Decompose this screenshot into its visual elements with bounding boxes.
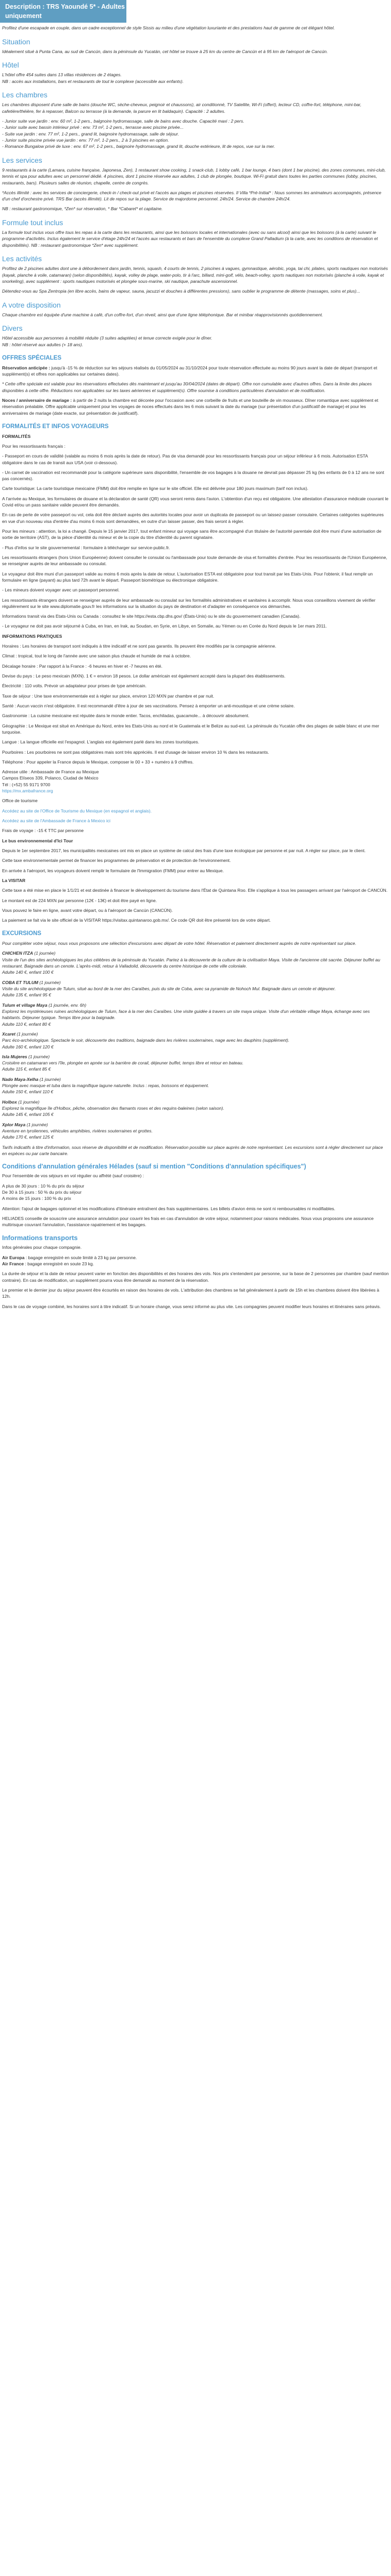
excursions-intro: Pour compléter votre séjour, nous vous proposons une sélection d'excursions avec départ de votre hôtel. Réservation et paiement directement auprès de notre représentant sur place. xyxy=(2,941,356,946)
transport-item xyxy=(2,1261,389,1267)
excursion-text: Parc éco-archéologique. Spectacle le soir, découverte des traditions, baignade dans les rivières souterraines, nage avec les dauphins (supplément). Adulte 160 €, enfant 120 € xyxy=(2,1038,290,1049)
excursion-duration: (1 journée) xyxy=(26,1122,48,1127)
section-title-offres: OFFRES SPÉCIALES xyxy=(2,355,62,362)
section-title-chambres: Les chambres xyxy=(2,91,47,99)
excursion-name: Holbox xyxy=(2,1099,17,1105)
infos-item: Devise du pays : Le peso mexicain (MXN). 1 € = environ 18 pesos. Le dollar américain est également accepté dans la plupart des établissements. xyxy=(2,673,286,679)
offre-label-anticipee: Réservation anticipée : xyxy=(2,365,51,370)
offre-noces xyxy=(2,397,389,416)
formalites-item: - Le voyageur ne doit pas avoir séjourné à Cuba, en Iran, en Irak, au Soudan, en Syrie, en Libye, en Somalie, au Yémen ou en Corée du Nord depuis le 1er mars 2011. xyxy=(2,623,327,629)
excursion-text: Plongée avec masque et tuba dans la magnifique lagune naturelle. Inclus : repas, boissons et équipement. Adulte 150 €, enfant 110 € xyxy=(2,1083,209,1095)
excursion-duration: (1 journée) xyxy=(34,951,56,956)
offre-text-anticipee: jusqu'à -15 % de réduction sur les séjours réalisés du 01/05/2024 au 31/10/2024 pour toute réservation effectuée au moins 90 jours avant la date de départ (transport et supplément(s) et offres non applicables sur certaines dates). xyxy=(2,365,378,377)
infos-item: Office de tourisme xyxy=(2,798,38,804)
services-text-3: NB : restaurant gastronomique, *Zen* sur réservation, * Bar *Cabaret* et capitaine. xyxy=(2,206,163,212)
infos-item: Campos Elíseos 339, Polanco, Ciudad de México xyxy=(2,775,99,781)
visitar-item: Le montant est de 224 MXN par personne (12€ - 13€) et doit être payé en ligne. xyxy=(2,897,157,903)
hotel-text: L'hôtel offre 454 suites dans 13 villas résidences de 2 étages. NB : accès aux installations, bars et restaurants de tout le complexe (accessible aux enfants). xyxy=(2,72,184,84)
infos-item: Téléphone : Pour appeler la France depuis le Mexique, composer le 00 + 33 + numéro à 9 chiffres. xyxy=(2,759,194,765)
formalites-heading: FORMALITÉS xyxy=(2,433,31,439)
transport-intro: Infos générales pour chaque compagnie. xyxy=(2,1245,82,1250)
conditions-item: A plus de 30 jours : 10 % du prix du séjour xyxy=(2,1183,85,1189)
section-title-situation: Situation xyxy=(2,37,30,46)
intro-text: Profitez d'une escapade en couple, dans un cadre exceptionnel de style Sissis au milieu d'une végétation luxuriante et des prestations haut de gamme de cet élégant hôtel. xyxy=(2,25,335,31)
situation-text: Idéalement situé à Punta Cana, au sud de Cancún, dans la péninsule du Yucatán, cet hôtel se trouve à 25 km du centre de Cancún et à 95 km de l'aéroport de Cancún. xyxy=(2,48,328,54)
section-title-excursions: EXCURSIONS xyxy=(2,930,42,937)
excursion-duration: (1 journée) xyxy=(39,1076,61,1082)
infos-item: Géographie : Le Mexique est situé en Amérique du Nord, entre les Etats-Unis au nord et le Guatemala et le Belize au sud-est. La péninsule du Yucatán offre des plages de sable blanc et une mer turquoise. xyxy=(2,723,380,735)
excursion-text: Explorez la magnifique île d'Holbox, pêche, observation des flamants roses et des requins-baleines (selon saison). Adulte 145 €, enfant 105 € xyxy=(2,1106,224,1117)
conditions-intro: Pour l'ensemble de vos séjours en vol régulier ou affrété (sauf croisière) : xyxy=(2,1173,144,1179)
formalites-item: Le voyageur doit être muni d'un passeport valide au moins 6 mois après la date de retour. L'autorisation ESTA est obligatoire pour tout transit par les Etats-Unis. Pour l'obtenir, il faut remplir un formulaire en ligne (payant) au plus tard 72h avant le départ. Passeport biométrique ou électronique obligatoire. xyxy=(2,571,373,583)
section-title-services: Les services xyxy=(2,156,42,164)
infos-item: Électricité : 110 volts. Prévoir un adaptateur pour prises de type américain. xyxy=(2,683,147,689)
excursion-title xyxy=(2,1099,389,1105)
excursion-text: Visite du site archéologique de Tulum, situé au bord de la mer des Caraïbes, puis du site de Coba, avec sa pyramide de Nohoch Mul. Baignade dans un cenote et déjeuner. Adulte 135 €, enfant 95 € xyxy=(2,986,336,998)
divers-text: Hôtel accessible aux personnes à mobilité réduite (3 suites adaptées) et tenue correcte exigée pour le dîner. NB : hôtel réservé aux adultes (+ 18 ans). xyxy=(2,335,213,347)
excursion-name: Isla Mujeres xyxy=(2,1054,27,1059)
formule-text: La formule tout inclus vous offre tous les repas à la carte dans les restaurants, ainsi que les boissons locales et internationales (avec ou sans alcool) ainsi que les boissons (à la carte) suivant le programme d'activités. Inclus également le service d'étage 24h/24 et l'accès aux restaurants et bars de l'ensemble du complexe Grand Palladium (à la carte, avec les conditions de réservation et disponibilités). NB : restaurant gastronomique *Zen* avec supplément. xyxy=(2,230,378,248)
transport-item: Dans le cas de voyage combiné, les horaires sont à titre indicatif. Si un horaire change, vous serez informé au plus vite. Les compagnies peuvent modifier leurs horaires et itinéraires sans préavis. xyxy=(2,1303,381,1309)
excursion-title xyxy=(2,1076,389,1082)
chambres-text-1: Les chambres disposent d'une salle de bains (douche WC, sèche-cheveux, peignoir et chaussons), air conditionné, TV Satellite, Wi-Fi (offert), lecteur CD, coffre-fort, téléphone, mini-bar, cafetière/théière, fer à repasser, Balcon ou terrasse (à la demande, la parure en lit baldaquin). Capacité : 2 adultes. xyxy=(2,102,362,114)
excursion-duration: (1 journée) xyxy=(17,1031,38,1037)
excursion-name: Tulum et village Maya xyxy=(2,1002,47,1008)
excursion-duration: (1 journée) xyxy=(39,979,61,985)
excursion-title xyxy=(2,979,389,986)
conditions-item: HELIADES conseille de souscrire une assurance annulation pour couvrir les frais en cas d'annulation de votre séjour, notamment pour raisons médicales. Nous vous proposons une assurance multirisque couvrant l'annulation, l'assistance rapatriement et les bagages. xyxy=(2,1215,374,1228)
eco-item: Depuis le 1er septembre 2017, les municipalités mexicaines ont mis en place un système de calcul des frais d'une taxe écologique par personne et par nuit. A régler sur place, par le client. xyxy=(2,848,366,853)
infos-item: Pourboires : Les pourboires ne sont pas obligatoires mais sont très appréciés. Il est d'usage de laisser environ 10 % dans les restaurants. xyxy=(2,749,269,755)
transport-item: Le premier et le dernier jour du séjour peuvent être écourtés en raison des horaires de vols. L'attribution des chambres se fait généralement à partir de 15h et les chambres doivent être libérées à 12h. xyxy=(2,1287,380,1299)
offre-conditions: * Cette offre spéciale est valable pour les réservations effectuées dès maintenant et jusqu'au 30/04/2024 (dates de départ). Offre non cumulable avec d'autres offres. Dans la limite des places disponibles à cette offre. Réductions non applicables sur les taxes aériennes et supplément(s). Offre soumise à conditions particulières d'annulation et de modification. xyxy=(2,381,372,393)
activites-text-1: Profitez de 2 piscines adultes dont une à débordement dans jardin, tennis, squash, 4 courts de tennis, 2 piscines à vagues, gymnastique, aérobic, yoga, tai chi, pilates, sports nautiques non motorisés (kayak, planche à voile, catamaran) (selon disponibilités), kayak, volley de plage, water-polo, tir à l'arc, billard, mini-golf, vélo, beach-volley, sports nautiques non motorisés (planche à voile, kayak et snorkeling), avec supplément : sports nautiques motorisés et plongée sous-marine, ski nautique, parachute ascensionnel. xyxy=(2,266,388,284)
excursion-title xyxy=(2,1122,389,1128)
airline-name: Air France xyxy=(2,1261,24,1266)
eco-item: En arrivée à l'aéroport, les voyageurs doivent remplir le formulaire de l'Immigration (FMM) pour entrer au Mexique. xyxy=(2,868,224,873)
page-title-banner: Description : TRS Yaoundé 5* - Adultes uniquement xyxy=(0,0,126,23)
formalites-item: - Un carnet de vaccination est recommandé pour la catégorie supérieure sans disponibilité, l'ensemble de vos bagages à la douane ne devrait pas dépasser 25 kg (les enfants de 0 à 12 ans ne sont pas concernés). xyxy=(2,469,384,482)
formalites-item: - Passeport en cours de validité (valable au moins 6 mois après la date de retour). Pas de visa demandé pour les ressortissants français pour un séjour inférieur à 6 mois. Autorisation ESTA obligatoire dans le cas de transit aux USA (voir ci-dessous). xyxy=(2,453,368,465)
offre-text-noces: à partir de 2 nuits la chambre est décorée pour l'occasion avec une corbeille de fruits et une bouteille de vin mousseux. Dîner romantique avec supplément et réservation préalable. Offre applicable uniquement pour les voyages de noces effectués dans les 6 mois suivant la date du mariage (sur présentation d'un justificatif de mariage) et pour les anniversaires de mariage (date exacte, sur présentation de justificatif). xyxy=(2,397,379,416)
infos-item: Tél : (+52) 55 9171 9700 xyxy=(2,782,51,787)
visitar-item: La paiement se fait via le site officiel de la VISITAR https://visitax.quintanaroo.gob.mx/. Ce code QR doit être présenté lors de votre départ. xyxy=(2,918,271,923)
excursion-text: Visite de l'un des sites archéologiques les plus célèbres de la péninsule du Yucatán. Partez à la découverte de la culture de la civilisation Maya. Visite de l'ancienne cité sacrée. Déjeuner buffet au restaurant. Baignade dans un cenote. L'après-midi, retour à Valladolid, découverte du centre historique de cette ville coloniale. Adulte 140 €, enfant 100 € xyxy=(2,957,380,975)
excursion-duration: (1 journée) xyxy=(18,1099,40,1105)
services-text-1: 9 restaurants à la carte (Lamara, cuisine française, Japonesa, Zen), 1 restaurant show cooking, 1 snack-club, 1 lobby café, 1 bar lounge, 4 bars (dont 1 bar piscine), des zones communes, mini-club, tennis et spa pour adultes avec un personnel dédié. 4 piscines, dont 1 piscine réservée aux adultes, 1 club de plongée, boutique. Wi-Fi gratuit dans toutes les parties communes (lobby, piscines, restaurants, bars). Plusieurs salles de réunion, chapelle, centre de congrès. xyxy=(2,167,386,185)
infos-item: Gastronomie : La cuisine mexicaine est réputée dans le monde entier. Tacos, enchiladas, guacamole... à découvrir absolument. xyxy=(2,713,250,719)
eco-heading: Le bus environnemental d'Ici Tour xyxy=(2,838,73,843)
section-title-disposition: A votre disposition xyxy=(2,300,61,309)
offre-label-noces: Noces / anniversaire de mariage : xyxy=(2,397,72,403)
formalites-item: - Plus d'infos sur le site gouvernemental : formulaire à télécharger sur service-public.fr. xyxy=(2,545,170,550)
chambres-text-2: - Junior suite vue jardin : env. 60 m², 1-2 pers., balgnoire hydromassage, salle de bains avec douche. Capacité maxi : 2 pers. - Junior suite avec bassin intérieur privé : env. 73 m², 1-2 pers., terrasse avec piscine privée... - Suite vue jardin : env. 77 m², 1-2 pers., grand lit, baignoire hydromassage, salle de séjour. - Junior suite piscine privée vue jardin : env. 77 m², 1-2 pers., 2 à 3 piscines en option. - Romance Bungalow privé de luxe : env. 67 m², 1-2 pers., baignoire hydromassage, grand lit, douche extérieure, lit de repos, vue sur la mer. xyxy=(2,118,275,149)
conditions-item: A moins de 15 jours : 100 % du prix xyxy=(2,1196,71,1201)
infos-heading: INFORMATIONS PRATIQUES xyxy=(2,633,62,639)
excursion-text: Explorez les mystérieuses ruines archéologiques de Tulum, face à la mer des Caraïbes. Une visite guidée à travers un site maya unique. Visite d'un véritable village Maya, échange avec ses habitants. Déjeuner typique. Temps libre pour la baignade. Adulte 110 €, enfant 80 € xyxy=(2,1008,370,1027)
infos-item: Horaires : Les horaires de transport sont indiqués à titre indicatif et ne sont pas garantis. Ils peuvent être modifiés par la compagnie aérienne. xyxy=(2,643,276,649)
excursion-name: Nado Maya-Xelha xyxy=(2,1076,39,1082)
transport-item: La durée de séjour et la date de retour peuvent varier en fonction des disponibilités et des horaires des vols. Nos prix s'entendent par personne, sur la base de 2 personnes par chambre (sauf mention contraire). En cas de modification, un supplément pourra vous être demandé au moment de la réservation. xyxy=(2,1271,389,1283)
infos-item: Santé : Aucun vaccin n'est obligatoire. Il est recommandé d'être à jour de ses vaccinations. Pensez à emporter un anti-moustique et une crème solaire. xyxy=(2,703,295,708)
excursion-name: COBA ET TULUM xyxy=(2,979,39,985)
excursion-name: CHICHEN ITZA xyxy=(2,951,33,956)
formalites-item: A l'arrivée au Mexique, les formulaires de douane et la déclaration de santé (QR) vous seront remis dans l'avion. L'obtention d'un reçu est obligatoire. Une attestation d'assurance médicale couvrant le Covid et/ou un pass sanitaire valide peuvent être demandés. xyxy=(2,496,388,508)
excursion-text: Aventure en tyroliennes, véhicules amphibies, rivières souterraines et grottes. Adulte 170 €, enfant 125 € xyxy=(2,1128,153,1140)
airline-info: : bagage enregistré en soute limité à 23 kg par personne. xyxy=(24,1255,137,1260)
infos-item: Adresse utile : Ambassade de France au Mexique xyxy=(2,769,99,775)
eco-item: Frais de voyage : -15 € TTC par personne xyxy=(2,828,84,834)
infos-item: Climat : tropical, tout le long de l'année avec une saison plus chaude et humide de mai à octobre. xyxy=(2,653,191,659)
excursions-note: Tarifs indicatifs à titre d'information, sous réserve de disponibilité et de modification. Réservation possible sur place auprès de notre représentant. Les excursions sont à régler directement sur place en espèces ou par carte bancaire. xyxy=(2,1144,383,1156)
activites-text-2: Détendez-vous au Spa Zentropia (en libre accès, bains de vapeur, sauna, jacuzzi et douches à différentes pressions), sans oublier le programme de détente (massages, soins et plus)... xyxy=(2,289,361,294)
section-title-activites: Les activités xyxy=(2,254,42,263)
section-title-formule: Formule tout inclus xyxy=(2,218,63,227)
excursion-title xyxy=(2,950,389,956)
excursion-title xyxy=(2,1031,389,1037)
airline-name: Air Europa xyxy=(2,1255,25,1260)
visitar-item: Vous pouvez le faire en ligne, avant votre départ, ou à l'aéroport de Cancún (CANCÚN). xyxy=(2,907,173,913)
formalites-item: En cas de perte de votre passeport ou vol, cela doit être déclaré auprès des autorités locales pour avoir un duplicata de passeport ou un laissez-passer consulaire. Certaines catégories supérieures en vue d'un nouveau visa d'entrée d'au moins 6 mois sont demandées, en outre d'un laisser passer, des frais seront à régler. xyxy=(2,512,384,524)
excursion-text: Croisière en catamaran vers l'île, plongée en apnée sur la barrière de corail, déjeuner buffet, temps libre et retour en bateau. Adulte 115 €, enfant 85 € xyxy=(2,1060,243,1072)
section-title-divers: Divers xyxy=(2,324,23,333)
excursion-name: Xcaret xyxy=(2,1031,15,1037)
airline-info: : bagage enregistré en soute 23 kg. xyxy=(24,1261,94,1266)
excursion-name: Xplor Maya xyxy=(2,1122,26,1127)
infos-item: Taxe de séjour : Une taxe environnementale est à régler sur place, environ 120 MXN par chambre et par nuit. xyxy=(2,693,215,699)
excursion-duration: (1 journée) xyxy=(28,1054,50,1059)
infos-item: Langue : La langue officielle est l'espagnol. L'anglais est également parlé dans les zones touristiques. xyxy=(2,739,200,745)
content xyxy=(0,25,391,1310)
services-text-2: *Accès illimité : avec les services de conciergerie, check-in / check-out privé et l'accès aux plages et piscines réservées. Il Villa *Pré-Initial* : Nous sommes les animateurs accompagnés, présence d'un chef d'orchestre privé. TRS Bar (accès illimité). Lit de repos sur la plage. Service de majordome personnel. 24h/24. Service de chambre 24h/24. xyxy=(2,190,382,202)
section-title-conditions: Conditions d'annulation générales Hélades (sauf si mention "Conditions d'annulation spécifiques") xyxy=(2,1163,306,1171)
section-title-hotel: Hôtel xyxy=(2,61,19,70)
conditions-item: De 30 à 15 jours : 50 % du prix du séjour xyxy=(2,1189,82,1195)
offre-reservation-anticipee xyxy=(2,365,389,378)
formalites-item: Informations transit via des Etats-Unis ou Canada : consultez le site https://esta.cbp.dhs.gov/ (États-Unis) ou le site du gouvernement canadien (Canada). xyxy=(2,614,301,619)
conditions-item: Attention: l'ajout de bagages optionnel et les modifications d'itinéraire entraînent des frais supplémentaires. Les billets d'avion émis ne sont ni remboursables ni modifiables. xyxy=(2,1206,336,1211)
eco-item: Cette taxe environnementale permet de financer les programmes de préservation et de protection de l'environnement. xyxy=(2,858,231,863)
transport-item xyxy=(2,1255,389,1261)
ambassade-site-link[interactable]: Accédez au site de l'Ambassade de France à Mexico ici xyxy=(2,818,110,824)
formalites-item: - Les mineurs doivent voyager avec un passeport personnel. xyxy=(2,587,120,593)
formalites-item: Les ressortissants étrangers (hors Union Européenne) doivent consulter le consulat ou l'ambassade pour toute demande de visa et formalités d'entrée. Pour les ressortissants de l'Union Européenne, se renseigner auprès de leur ambassade ou consulat. xyxy=(2,554,387,567)
formalites-item: Pour les mineurs : attention, la loi a changé. Depuis le 15 janvier 2017, tout enfant mineur qui voyage sans être accompagné d'un titulaire de l'autorité parentale doit être muni d'une autorisation de sortie de territoire (AST), de la pièce d'identité du mineur et de la copie du titre d'identité du parent signataire. xyxy=(2,529,382,540)
section-title-transports: Informations transports xyxy=(2,1233,78,1242)
excursion-title xyxy=(2,1002,389,1008)
disposition-text: Chaque chambre est équipée d'une machine à café, d'un coffre-fort, d'un réveil, ainsi que d'une ligne téléphonique. Bar et minibar réapprovisionnés quotidiennement. xyxy=(2,312,323,317)
visitar-heading: La VISITAR xyxy=(2,877,26,883)
section-title-formalites: FORMALITÉS ET INFOS VOYAGEURS xyxy=(2,423,109,430)
visitar-item: Cette taxe a été mise en place le 1/1/21 et est destinée à financer le développement du tourisme dans l'État de Quintana Roo. Elle s'applique à tous les passagers arrivant par l'aéroport de CANCÚN. xyxy=(2,888,388,893)
infos-item: Décalage horaire : Par rapport à la France : -6 heures en hiver et -7 heures en été. xyxy=(2,663,162,669)
office-tourisme-link[interactable]: Accédez au site de l'Office de Tourisme du Mexique (en espagnol et anglais). xyxy=(2,808,152,814)
formalites-item: Les ressortissants étrangers doivent se renseigner auprès de leur ambassade ou consulat sur les formalités administratives et sanitaires à accomplir. Nous vous conseillons vivement de vérifier régulièrement sur le site www.diplomatie.gouv.fr les informations sur la situation du pays de destination et d'adapter en conséquence vos démarches. xyxy=(2,597,376,609)
formalites-intro: Pour les ressortissants français : xyxy=(2,443,66,449)
excursion-duration: (1 journée, env. 6h) xyxy=(48,1002,87,1008)
ambassade-link[interactable]: https://mx.ambafrance.org xyxy=(2,788,53,794)
formalites-item: Carte touristique: La carte touristique mexicaine (FMM) doit être remplie en ligne sur le site officiel. Elle est délivrée pour 180 jours maximum (tarif non inclus). xyxy=(2,486,308,492)
excursion-title xyxy=(2,1054,389,1060)
